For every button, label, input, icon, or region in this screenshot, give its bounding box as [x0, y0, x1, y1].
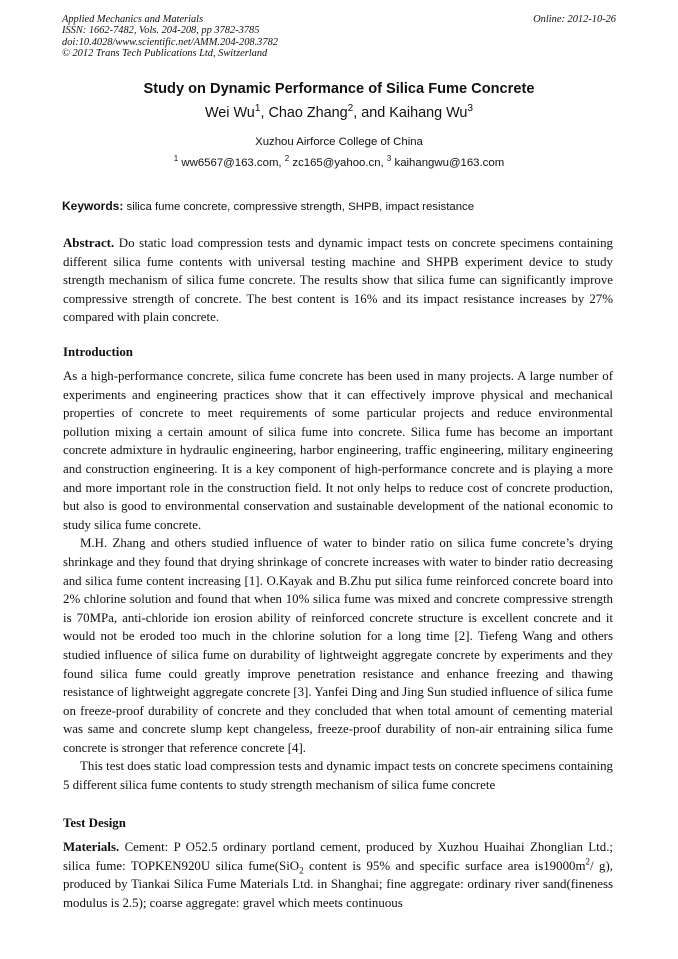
paper-title: Study on Dynamic Performance of Silica Fume Concrete — [143, 81, 535, 97]
author-name: Kaihang Wu — [389, 105, 468, 121]
section-heading-test-design: Test Design — [63, 816, 126, 830]
doi-line: doi:10.4028/www.scientific.net/AMM.204-208.3782 — [62, 36, 278, 48]
author-name: Chao Zhang — [268, 105, 348, 121]
keywords-line — [62, 199, 474, 213]
affiliation: Xuzhou Airforce College of China — [255, 136, 423, 148]
author-separator: , — [260, 105, 269, 121]
materials-text: / g), produced by Tiankai Silica Fume Materials Ltd. in Shanghai; fine aggregate: ordinary river sand(fineness modulus is 2.5); coarse aggregate: gravel which meets continuous — [63, 858, 613, 910]
author-list — [0, 105, 678, 121]
materials-text: Cement: P O52.5 ordinary portland cement, produced by Xuzhou Huaihai Zhonglian Ltd.; silica fume: TOPKEN920U silica fume(SiO — [63, 840, 613, 873]
superscript: 2 — [585, 856, 591, 867]
materials-paragraph — [63, 838, 613, 912]
keywords-label: Keywords: — [62, 199, 124, 213]
materials-label: Materials. — [63, 840, 120, 854]
author-affil-mark: 2 — [347, 103, 354, 115]
materials-text: content is 95% and specific surface area is19000m — [303, 858, 586, 873]
email-mark: 3 — [386, 154, 392, 164]
abstract-text: Do static load compression tests and dynamic impact tests on concrete specimens containing different silica fume contents with universal testing machine and SHPB experiment device to study strength mechanism of silica fume concrete. The results show that silica fume can significantly improve compressive strength of concrete. The best content is 16% and its impact resistance increases by 27% compared with plain concrete. — [63, 236, 613, 325]
keywords-text: silica fume concrete, compressive strength, SHPB, impact resistance — [123, 201, 475, 213]
email-address: ww6567@163.com, — [178, 157, 285, 169]
author-affil-mark: 3 — [467, 103, 474, 115]
author-name: Wei Wu — [204, 105, 255, 121]
abstract — [63, 234, 613, 327]
email-mark: 2 — [284, 154, 290, 164]
paragraph: M.H. Zhang and others studied influence of water to binder ratio on silica fume concrete’s drying shrinkage and they found that drying shrinkage of concrete increases with water to binder ratio decreasing and silica fume content increasing [1]. O.Kayak and B.Zhu put silica fume reinforced concrete board into 2% chlorine solution and found that when 10% silica fume was mixed and concrete compressive strength is 70MPa, anti-chloride ion erosion ability of reinforced concrete structure is excellent concrete and it would not be eroded too much in the chlorine solution for a long time [2]. Tiefeng Wang and others studied influence of silica fume on durability of lightweight aggregate concrete by experiments and they found silica fume could greatly improve penetration resistance and enhance freezing and thawing resistance of lightweight aggregate concrete [3]. Yanfei Ding and Jing Sun studied influence of silica fume on freeze-proof durability of concrete and they concluded that when total amount of cementing material was same and concrete slump kept changeless, freeze-proof durability of non-air entraining silica fume concrete is stronger that reference concrete [4]. — [63, 536, 613, 755]
email-mark: 1 — [173, 154, 179, 164]
online-date: Online: 2012-10-26 — [533, 14, 616, 25]
section-heading-introduction: Introduction — [63, 345, 133, 359]
email-address: kaihangwu@163.com — [391, 157, 505, 169]
copyright-line: © 2012 Trans Tech Publications Ltd, Switzerland — [62, 48, 268, 60]
issn-line: ISSN: 1662-7482, Vols. 204-208, pp 3782-3785 — [62, 25, 260, 37]
abstract-label: Abstract. — [63, 236, 115, 250]
author-separator: , and — [353, 105, 390, 121]
paragraph: This test does static load compression tests and dynamic impact tests on concrete specimens containing 5 different silica fume contents to study strength mechanism of silica fume concrete — [63, 759, 613, 793]
journal-header — [62, 14, 278, 60]
journal-name: Applied Mechanics and Materials — [62, 14, 204, 25]
introduction-body — [63, 367, 613, 795]
subscript: 2 — [299, 865, 304, 876]
author-emails — [0, 154, 678, 169]
email-address: zc165@yahoo.cn, — [289, 157, 387, 169]
author-affil-mark: 1 — [254, 103, 261, 115]
paragraph: As a high-performance concrete, silica fume concrete has been used in many projects. A large number of experiments and engineering practices show that it can effectively improve physical and mechanical properties of concrete to meet requirements of some particular projects and reduce environmental pollution mixing a certain amount of silica fume into concrete. Silica fume has become an important concrete admixture in hydraulic engineering, harbor engineering, traffic engineering, military engineering and construction engineering. It is a key component of high-performance concrete and is playing a more and more important role in the construction field. It not only helps to reduce cost of concrete production, but also is good to environmental conservation and sustainable development of the national economic to study silica fume concrete. — [63, 369, 613, 532]
